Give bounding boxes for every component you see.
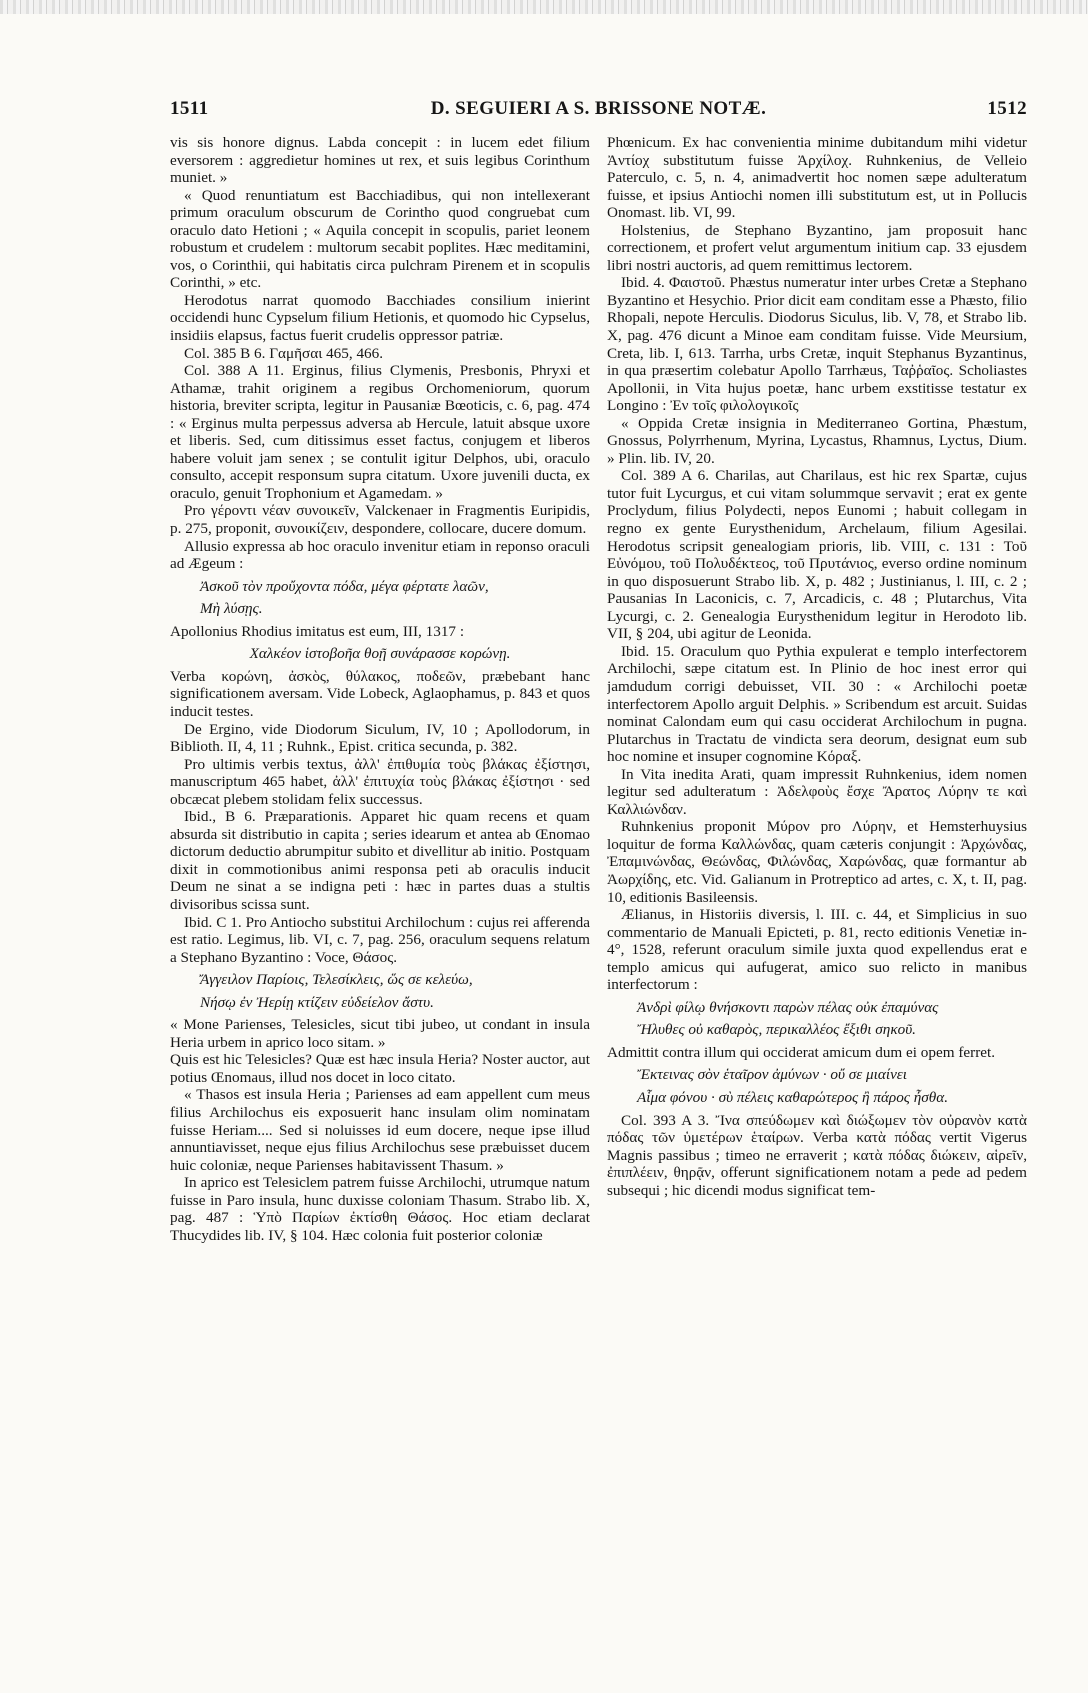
paragraph: Phœnicum. Ex hac convenientia minime dubitandum mihi videtur Ἀντίοχ substitutum fuisse Ἀρχίλοχ. Ruhnkenius, de Velleio Paterculo, c. 5, n. 4, animadvertit hoc nomen sæpe adulteratum fuisse, et ipsius Antiochi nomen illi substitutum est, ut in Pollucis Onomast. lib. VI, 99. <box>607 134 1027 222</box>
paragraph: Ælianus, in Historiis diversis, l. III. c. 44, et Simplicius in suo commentario de Manuali Epicteti, p. 81, recto editionis Venetiæ in-4°, 1528, referunt oraculum simile juxta quod expellendus erat e templo amicus qui aufugerat, amico suo relicto in manibus interfectorum : <box>607 906 1027 994</box>
paragraph: Holstenius, de Stephano Byzantino, jam proposuit hanc correctionem, et profert velut argumentum initium cap. 33 ejusdem libri nostri auctoris, ad quem remittimus lectorem. <box>607 221 1027 274</box>
paragraph: « Oppida Cretæ insignia in Mediterraneo Gortina, Phæstum, Gnossus, Polyrrhenum, Myrina, Lycastus, Rhamnus, Lyctus, Dium. » Plin. lib. IV, 20. <box>607 414 1027 467</box>
greek-verse: Ἀσκοῦ τὸν προὔχοντα πόδα, μέγα φέρτατε λαῶν, <box>200 577 489 595</box>
paragraph: Ibid., B 6. Præparationis. Apparet hic quam recens et quam absurda sit distributio in capita ; series idearum et antea ab Œnomao dictorum deductio abrumpitur subito et divellitur ab initio. Postquam dixit in commotionibus animi responsa peti ab oraculis inducit Deum ne sinat a se indigna peti : hæc in partes duas a stultis divisoribus scissa sunt. <box>170 808 590 913</box>
page-number-right: 1512 <box>987 98 1027 119</box>
paragraph: Col. 385 B 6. Γαμῆσαι 465, 466. <box>184 344 384 362</box>
running-title: D. SEGUIERI A S. BRISSONE NOTÆ. <box>430 98 767 119</box>
paragraph: Admittit contra illum qui occiderat amicum dum ei opem ferret. <box>607 1043 996 1061</box>
paragraph: « Mone Parienses, Telesicles, sicut tibi jubeo, ut condant in insula Heria urbem in aprico loco sitam. » <box>170 1016 590 1051</box>
greek-verse: Μὴ λύσῃς. <box>200 600 263 618</box>
greek-verse: Ἄγγειλον Παρίοις, Τελεσίκλεις, ὥς σε κελεύω, <box>200 971 473 989</box>
scan-noise-band <box>0 0 1088 14</box>
page-number-left: 1511 <box>170 98 209 119</box>
paragraph: Pro γέροντι νέαν συνοικεῖν, Valckenaer in Fragmentis Euripidis, p. 275, proponit, συνοικίζειν, despondere, collocare, ducere domum. <box>170 502 590 538</box>
paragraph: Ruhnkenius proponit Μύρον pro Λύρην, et Hemsterhuysius loquitur de forma Καλλώνδας, quam cæteris conjungit : Ἀρχώνδας, Ἐπαμινώνδας, Θεώνδας, Φιλώνδας, Χαρώνδας, quæ formantur ab Ἀωρχίδης, etc. Vid. Galianum in Protreptico ad artes, c. X, t. II, pag. 10, editionis Basileensis. <box>607 818 1027 906</box>
paragraph: vis sis honore dignus. Labda concepit : in lucem edet filium eversorem : aggredietur homines ut rex, et suis legibus Corinthum muniet. » <box>170 134 590 187</box>
right-column <box>607 134 1027 1682</box>
greek-verse: Ἀνδρὶ φίλῳ θνήσκοντι παρὼν πέλας οὐκ ἐπαμύνας <box>637 998 939 1016</box>
paragraph: Herodotus narrat quomodo Bacchiades consilium inierint occidendi hunc Cypselum filium Hetionis, et quomodo hic Cypselus, insidiis elapsus, factus fuerit crudelis oppressor patriæ. <box>170 291 590 345</box>
paragraph: « Thasos est insula Heria ; Parienses ad eam appellent cum meus filius Archilochus eis exposuerit hanc insulam olim nominatam fuisse Heriam.... Sed si noluisses id eum docere, neque ipse illud annuntiavisset, neque ejus filius Archilochus sese præbuisset ducem huic coloniæ, neque Parienses habitavissent Thasum. » <box>170 1086 590 1174</box>
greek-verse: Νήσῳ ἐν Ἠερίῃ κτίζειν εὐδείελον ἄστυ. <box>200 993 434 1011</box>
paragraph: Col. 393 A 3. Ἴνα σπεύδωμεν καὶ διώξωμεν τὸν οὐρανὸν κατὰ πόδας τῶν ὑμετέρων ἑταίρων. Verba κατὰ πόδας vertit Vigerus Magnis passibus ; timeo ne erraverit ; κατὰ πόδας διώκειν, αἱρεῖν, ἐπιπλέειν, θηρᾷν, offerunt significationem notam a pede ad pedem subsequi ; hic dicendi modus significat tem- <box>607 1111 1027 1199</box>
greek-verse: Ἔκτεινας σὸν ἑταῖρον ἀμύνων · οὔ σε μιαίνει <box>637 1066 908 1084</box>
left-column <box>170 134 590 1682</box>
paragraph: Ibid. 4. Φαιστοῦ. Phæstus numeratur inter urbes Cretæ a Stephano Byzantino et Hesychio. Prior dicit eam conditam esse a Phæsto, filio Rhopali, nepote Herculis. Diodorus Siculus, lib. V, 78, et Strabo lib. X, pag. 476 dicunt a Minoe eam conditam fuisse. Vide Meursium, Creta, lib. I, 613. Tarrha, urbs Cretæ, inquit Stephanus Byzantinus, in qua præsertim colebatur Apollo Tarrhæus, Ταῤῥαῖος. Scholiastes Apollonii, in Vita hujus poetæ, hanc urbem exstitisse testatur ex Longino : Ἐν τοῖς φιλολογικοῖς <box>607 274 1027 415</box>
paragraph: In Vita inedita Arati, quam impressit Ruhnkenius, idem nomen legitur sed adulteratum : Ἀδελφοὺς ἔσχε Ἄρατος Λύρην τε καὶ Καλλιώνδαν. <box>607 765 1027 818</box>
paragraph: Ibid. C 1. Pro Antiocho substitui Archilochum : cujus rei afferenda est ratio. Legimus, lib. VI, c. 7, pag. 256, oraculum sequens relatum a Stephano Byzantino : Voce, Θάσος. <box>170 913 590 966</box>
paragraph: In aprico est Telesiclem patrem fuisse Archilochi, utrumque natum fuisse in Paro insula, hunc duxisse coloniam Thasum. Strabo lib. X, pag. 487 : Ὑπὸ Παρίων ἐκτίσθη Θάσος. Hoc etiam declarat Thucydides lib. IV, § 104. Hæc colonia fuit posterior coloniæ <box>170 1174 590 1244</box>
greek-verse: Χαλκέον ἱστοβοῆα θοῇ συνάρασσε κορώνῃ. <box>249 645 511 663</box>
paragraph: Allusio expressa ab hoc oraculo invenitur etiam in reponso oraculi ad Ægeum : <box>170 537 590 573</box>
greek-verse: Ἤλυθες οὐ καθαρὸς, περικαλλέος ἔξιθι σηκοῦ. <box>637 1021 916 1039</box>
page-header <box>170 98 1027 128</box>
greek-verse: Αἷμα φόνου · σὺ πέλεις καθαρώτερος ἢ πάρος ἦσθα. <box>637 1088 949 1106</box>
paragraph: Quis est hic Telesicles? Quæ est hæc insula Heria? Noster auctor, aut potius Œnomaus, illud nos docet in loco citato. <box>170 1051 590 1086</box>
paragraph: Col. 389 A 6. Charilas, aut Charilaus, est hic rex Spartæ, cujus tutor fuit Lycurgus, et cui vitam solummque servavit ; erat ex gente Proclydum, filius Polydecti, nepos Eunomi ; habuit collegam in regno ex gente Eurysthenidum, Archelaum, filium Agesilai. Herodotus scripsit genealogiam prioris, lib. VIII, c. 131 : Τοῦ Εὐνόμου, τοῦ Πολυδέκτεος, τοῦ Πρυτάνιος, everso ordine nominum in quo disposuerunt Strabo lib. X, p. 482 ; Justinianus, l. III, c. 2 ; Pausanias In Laconicis, c. 7, Arcadicis, c. 48 ; Plutarchus, Vita Lycurgi, c. 2. Genealogia Eurysthenidum legitur in Herodoto lib. VII, § 204, ubi agitur de Leonida. <box>607 467 1027 643</box>
paragraph: « Quod renuntiatum est Bacchiadibus, qui non intellexerant primum oraculum obscurum de Corintho quod congruebat cum oraculo dato Hetioni ; « Aquila concepit in scopulis, pariet leonem robustum et crudelem : multorum secabit poplites. Hæc meditamini, vos, o Corinthii, qui habitatis circa pulchram Pirenem et in scopulis Corinthi, » etc. <box>170 186 590 292</box>
paragraph: Pro ultimis verbis textus, ἀλλ' ἐπιθυμία τοὺς βλάκας ἐξίστησι, manuscriptum 465 habet, ἀλλ' ἐπιτυχία τοὺς βλάκας ἐξίστησι · sed obcæcat plebem stolidam felix successus. <box>170 755 590 808</box>
paragraph: Verba κορώνη, ἀσκὸς, θύλακος, ποδεῶν, præbebant hanc significationem aversam. Vide Lobeck, Aglaophamus, p. 843 et quos inducit testes. <box>170 667 590 720</box>
paragraph: Col. 388 A 11. Erginus, filius Clymenis, Presbonis, Phryxi et Athamæ, trahit originem a regibus Orchomeniorum, quorum historia, breviter scripta, legitur in Pausaniæ Bœoticis, c. 6, pag. 474 : « Erginus multa perpessus adversa ab Hercule, latuit absque uxore et liberis. Sed, cum ditissimus esset factus, conjugem et liberos habere voluit jam senex ; se contulit igitur Delphos, ubi, oraculo consulto, accepit responsum supra citatum. Uxore juvenili ducta, ex oraculo, genuit Trophonium et Agamedam. » <box>170 362 590 502</box>
paragraph: Apollonius Rhodius imitatus est eum, III, 1317 : <box>170 622 465 640</box>
paragraph: De Ergino, vide Diodorum Siculum, IV, 10 ; Apollodorum, in Biblioth. II, 4, 11 ; Ruhnk., Epist. critica secunda, p. 382. <box>170 720 590 756</box>
paragraph: Ibid. 15. Oraculum quo Pythia expulerat e templo interfectorem Archilochi, sæpe citatum est. In Plinio de hoc inest error qui jamdudum corrigi debuisset, VII. 30 : « Archilochi poetæ interfectorem Apollo arguit Delphis. » Scribendum est arcuit. Suidas nominat Calondam eum qui casu occiderat Archilochum in pugna. Plutarchus in Tractatu de vindicta sera deorum, designat eum sub hoc nomine et insuper cognomine Κόραξ. <box>607 642 1027 766</box>
